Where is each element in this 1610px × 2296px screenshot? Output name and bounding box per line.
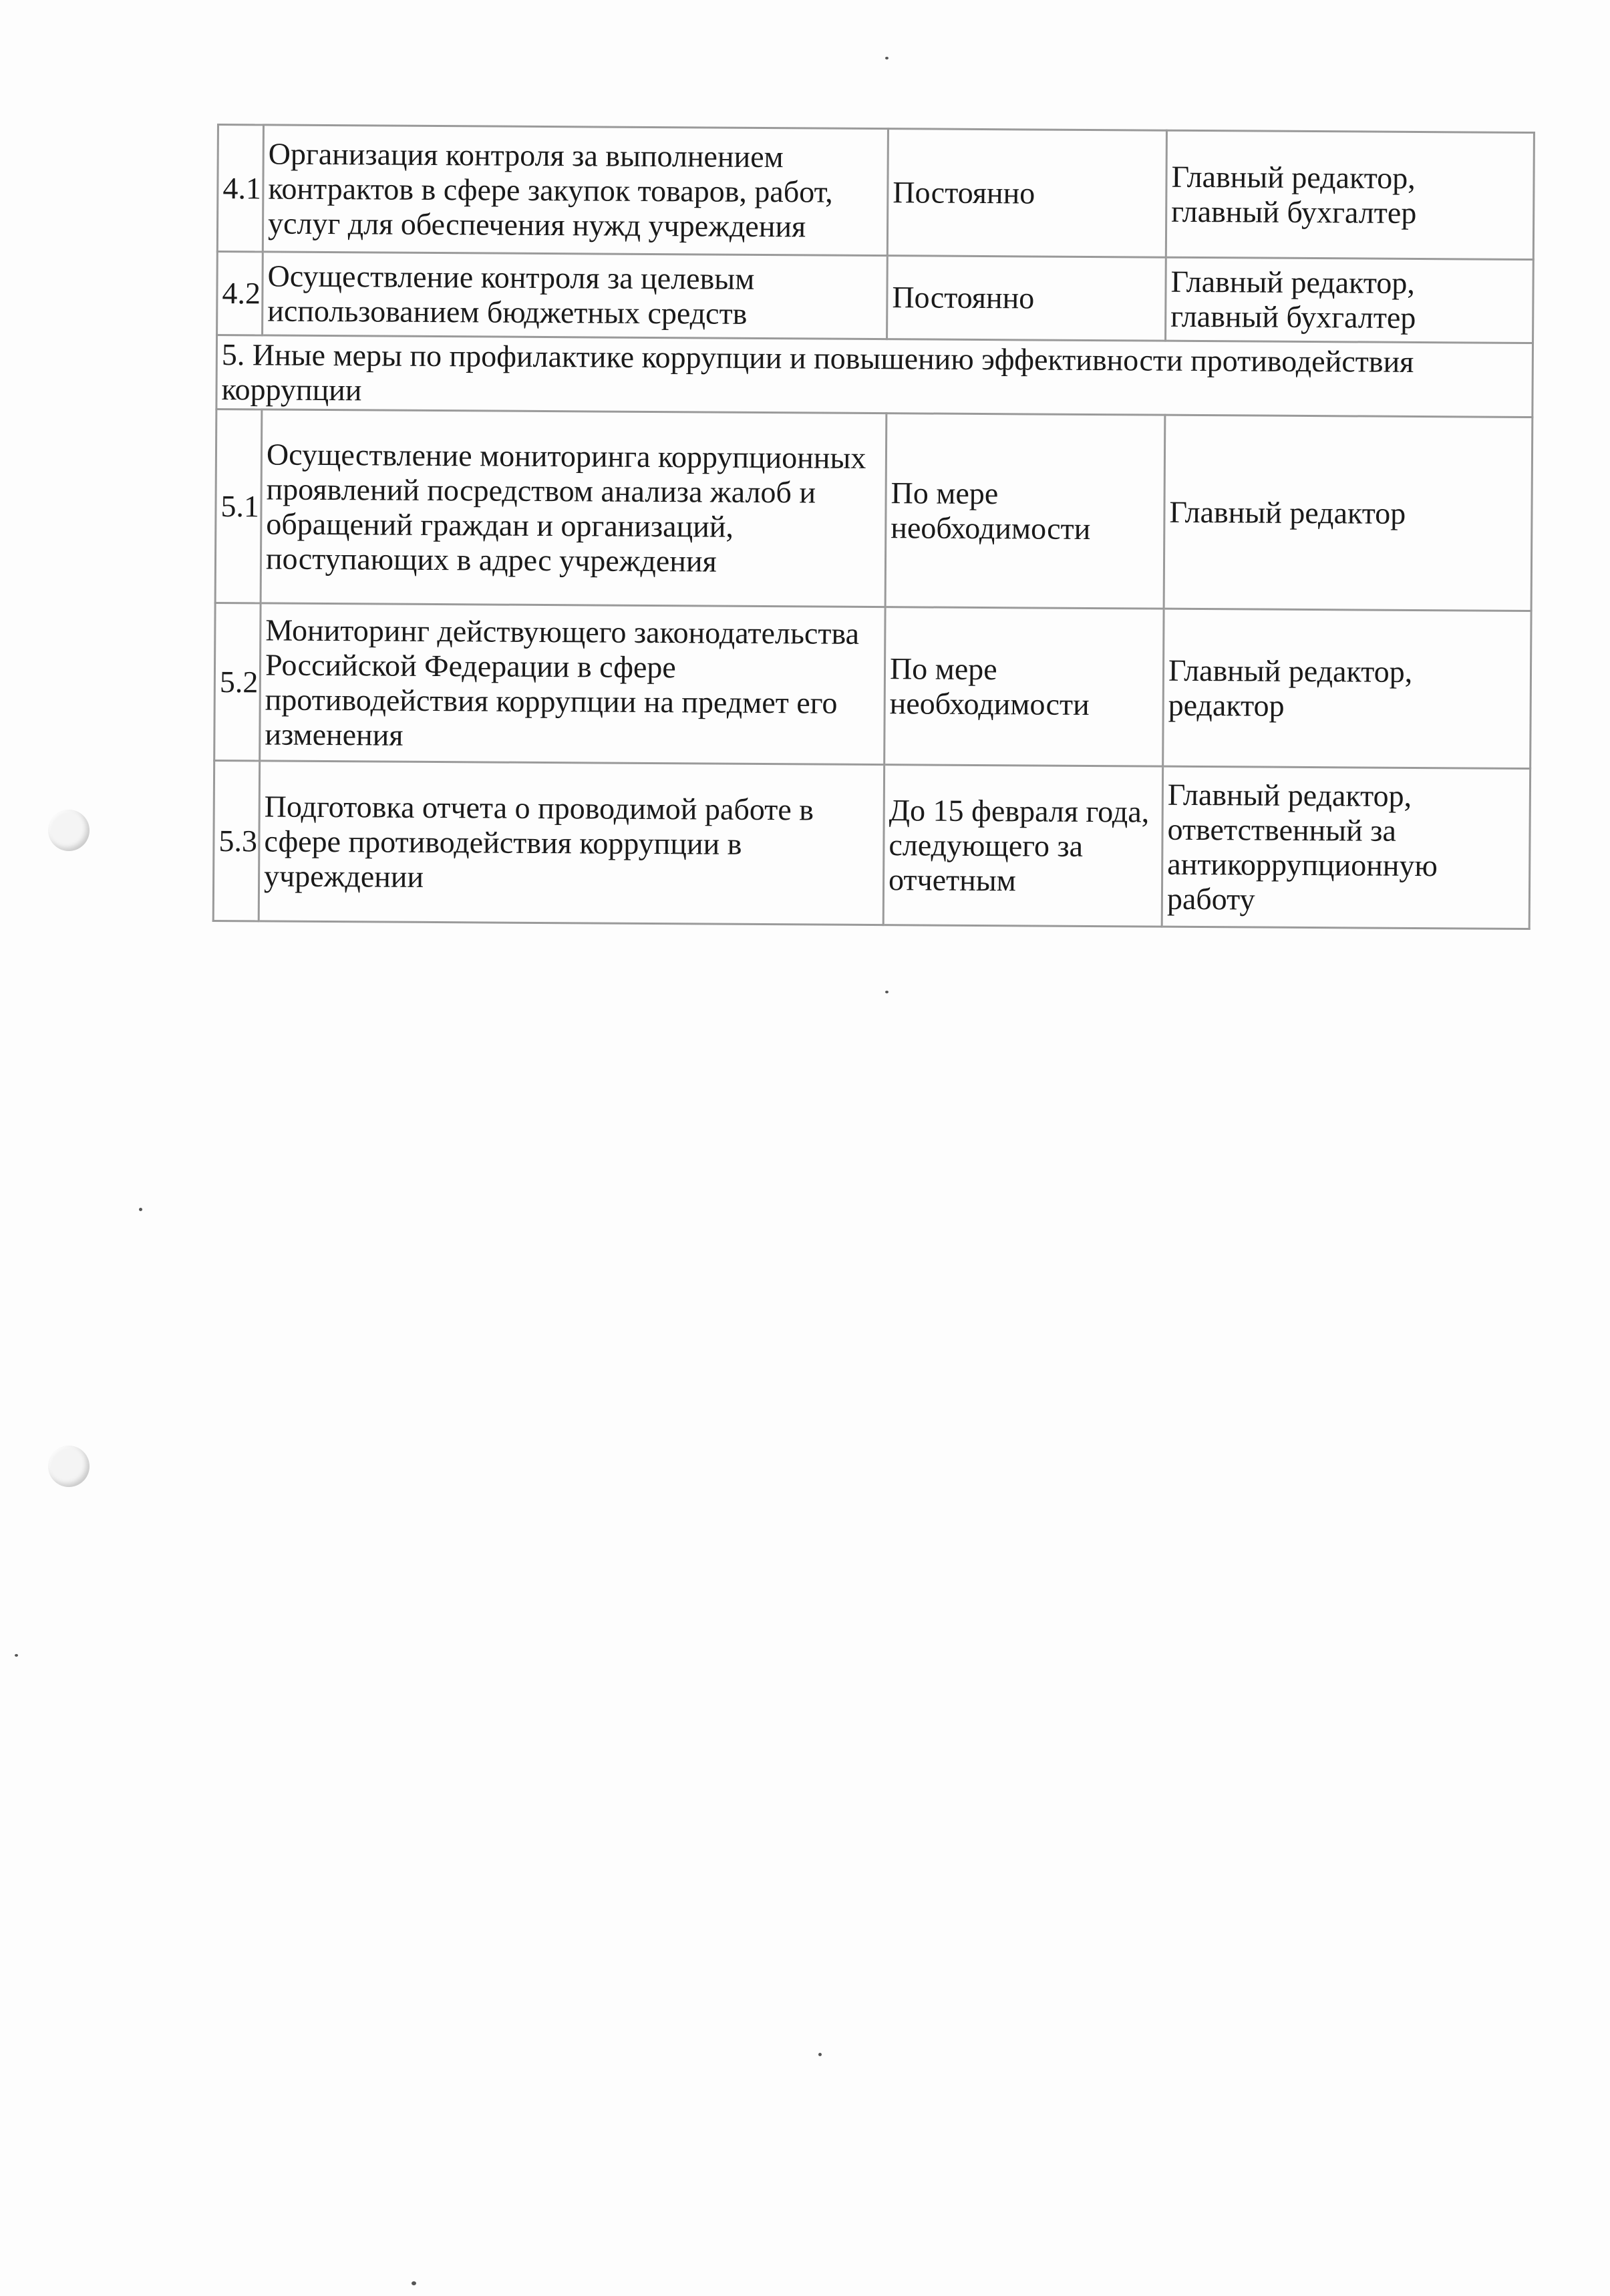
punch-hole xyxy=(48,810,90,851)
anticorruption-plan-table xyxy=(212,124,1535,930)
responsible-cell: Главный редактор, главный бухгалтер xyxy=(1166,130,1534,259)
term-cell: Постоянно xyxy=(887,129,1166,258)
responsible-cell: Главный редактор, редактор xyxy=(1163,609,1531,768)
scan-speck xyxy=(885,991,889,993)
term-cell: До 15 февраля года, следующего за отчетным xyxy=(883,765,1162,927)
row-number: 5.1 xyxy=(215,409,262,603)
measure-cell: Осуществление контроля за целевым использованием бюджетных средств xyxy=(263,252,888,339)
section-title: 5. Иные меры по профилактике коррупции и повышению эффективности противодействия коррупции xyxy=(216,335,1533,418)
responsible-cell: Главный редактор xyxy=(1164,415,1533,611)
row-number: 5.2 xyxy=(214,603,261,760)
term-cell: По мере необходимости xyxy=(884,607,1164,767)
responsible-cell: Главный редактор, главный бухгалтер xyxy=(1166,257,1534,343)
scan-speck xyxy=(15,1654,18,1657)
measure-cell: Подготовка отчета о проводимой работе в сфере противодействия коррупции в учреждении xyxy=(259,761,884,925)
punch-hole xyxy=(48,1446,90,1487)
term-cell: Постоянно xyxy=(887,256,1166,341)
row-number: 4.1 xyxy=(217,125,263,252)
row-number: 5.3 xyxy=(213,760,259,921)
measure-cell: Организация контроля за выполнением контрактов в сфере закупок товаров, работ, услуг для обеспечения нужд учреждения xyxy=(263,125,888,256)
table-row xyxy=(217,252,1534,343)
table-row xyxy=(217,125,1534,260)
scan-speck xyxy=(412,2281,416,2285)
table-row xyxy=(213,760,1530,929)
table-row xyxy=(215,409,1533,611)
scan-speck xyxy=(139,1208,142,1211)
row-number: 4.2 xyxy=(217,252,263,335)
measure-cell: Осуществление мониторинга коррупционных проявлений посредством анализа жалоб и обращений граждан и организаций, поступающих в адрес учреждения xyxy=(261,409,887,607)
section-header-row xyxy=(216,335,1533,418)
term-cell: По мере необходимости xyxy=(885,414,1165,609)
responsible-cell: Главный редактор, ответственный за антикоррупционную работу xyxy=(1162,766,1530,929)
scan-speck xyxy=(818,2053,822,2056)
measure-cell: Мониторинг действующего законодательства Российской Федерации в сфере противодействия коррупции на предмет его изменения xyxy=(260,603,885,765)
table-row xyxy=(214,603,1531,768)
scan-speck xyxy=(885,57,889,59)
